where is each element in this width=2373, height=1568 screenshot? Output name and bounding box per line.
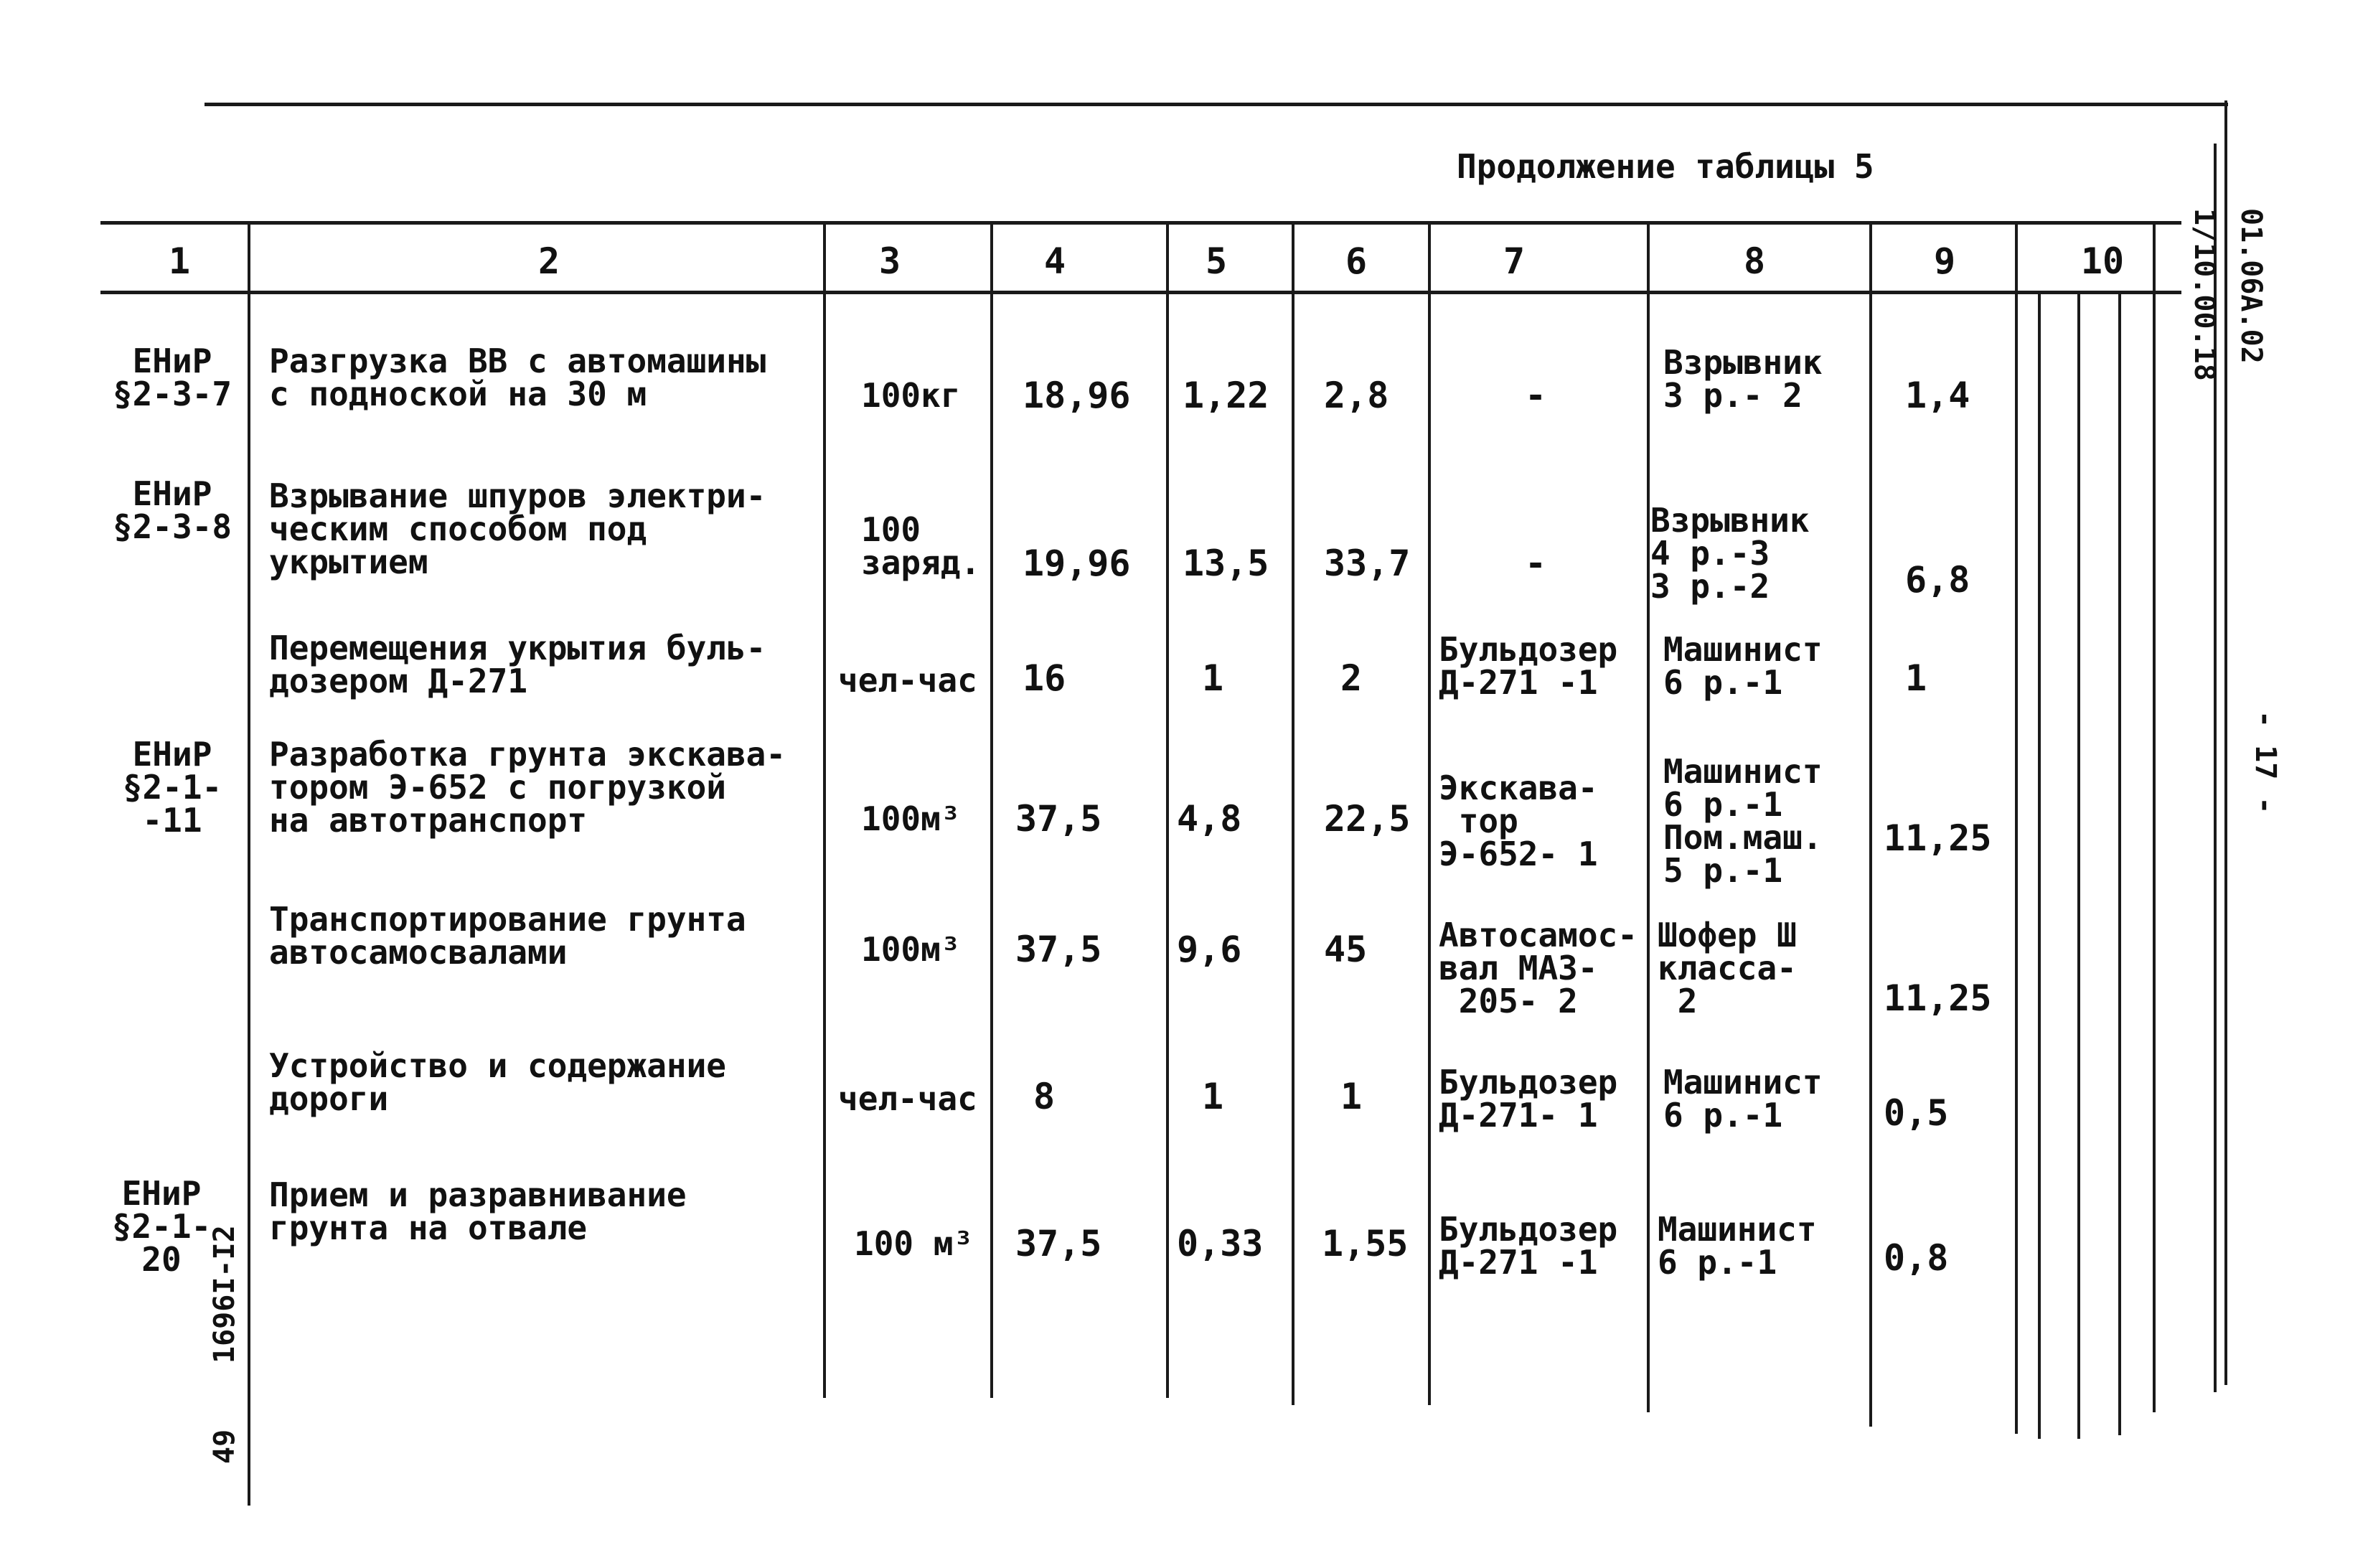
col-sep-13 (2153, 221, 2156, 1412)
page-mark: - 17 - (2249, 710, 2282, 814)
document-code-right-2: 1/10.00.18 (2188, 208, 2221, 381)
row5-col4: 37,5 (1015, 929, 1102, 970)
row7-col4: 37,5 (1015, 1223, 1102, 1264)
row1-col6: 2,8 (1324, 375, 1389, 416)
col-sep-11 (2077, 291, 2080, 1439)
col-sep-15 (2224, 100, 2227, 1385)
row7-col6: 1,55 (1322, 1223, 1409, 1264)
row2-code: ЕНиР §2-3-8 (112, 474, 232, 546)
row2-col6: 33,7 (1324, 543, 1411, 584)
col-number-8: 8 (1743, 240, 1766, 282)
row3-col6: 2 (1340, 657, 1363, 699)
row5-unit: 100м³ (861, 930, 961, 969)
row5-col9: 11,25 (1884, 977, 1992, 1019)
row3-col5: 1 (1202, 657, 1224, 699)
col-number-9: 9 (1933, 240, 1956, 282)
side-mark-left: 1696I-I2 (208, 1225, 241, 1363)
row7-workers: Машинист 6 р.-1 (1658, 1210, 1817, 1282)
row4-machine: Экскава- тор Э-652- 1 (1439, 769, 1598, 873)
row2-work: Взрывание шпуров электри- ческим способом под укрытием (269, 476, 766, 581)
row5-col6: 45 (1324, 929, 1368, 970)
row5-machine: Автосамос- вал МАЗ- 205- 2 (1439, 916, 1637, 1020)
col-number-5: 5 (1205, 240, 1228, 282)
row1-workers: Взрывник 3 р.- 2 (1663, 343, 1823, 415)
side-mark-left-2: 49 (208, 1429, 241, 1464)
row4-work: Разработка грунта экскава- тором Э-652 с погрузкой на автотранспорт (269, 735, 786, 840)
row6-col9: 0,5 (1884, 1092, 1949, 1134)
document-code-right: 01.06А.02 (2235, 208, 2268, 364)
row6-col4: 8 (1033, 1076, 1056, 1117)
row4-code: ЕНиР §2-1- -11 (122, 735, 222, 840)
row1-machine: - (1525, 375, 1547, 416)
row1-unit: 100кг (861, 376, 961, 415)
row3-machine: Бульдозер Д-271 -1 (1439, 630, 1618, 702)
col-sep-7 (1647, 221, 1650, 1412)
col-sep-10 (2038, 291, 2041, 1439)
row4-col4: 37,5 (1015, 798, 1102, 840)
row1-col9: 1,4 (1905, 375, 1970, 416)
col-sep-6 (1428, 221, 1431, 1405)
col-sep-4 (1166, 221, 1169, 1398)
row7-machine: Бульдозер Д-271 -1 (1439, 1210, 1618, 1282)
col-number-3: 3 (878, 240, 901, 282)
row6-work: Устройство и содержание дороги (269, 1046, 726, 1118)
row4-workers: Машинист 6 р.-1 Пом.маш. 5 р.-1 (1663, 752, 1823, 890)
col-sep-5 (1292, 221, 1294, 1405)
row6-machine: Бульдозер Д-271- 1 (1439, 1063, 1618, 1135)
row4-col6: 22,5 (1324, 798, 1411, 840)
row2-workers: Взрывник 4 р.-3 3 р.-2 (1650, 501, 1810, 606)
row7-col5: 0,33 (1177, 1223, 1264, 1264)
row2-col4: 19,96 (1023, 543, 1131, 584)
col-sep-2 (823, 221, 826, 1398)
col-sep-9 (2015, 221, 2018, 1434)
row4-col5: 4,8 (1177, 798, 1242, 840)
row3-workers: Машинист 6 р.-1 (1663, 630, 1823, 702)
row7-col9: 0,8 (1884, 1237, 1949, 1279)
row3-col4: 16 (1023, 657, 1066, 699)
row6-workers: Машинист 6 р.-1 (1663, 1063, 1823, 1135)
col-sep-1 (248, 221, 250, 1506)
row5-workers: Шофер Ш класса- 2 (1658, 916, 1797, 1020)
row2-col5: 13,5 (1183, 543, 1269, 584)
row1-col4: 18,96 (1023, 375, 1131, 416)
col-number-1: 1 (168, 240, 191, 282)
col-number-6: 6 (1345, 240, 1368, 282)
col-number-7: 7 (1503, 240, 1526, 282)
row6-col6: 1 (1340, 1076, 1363, 1117)
row1-work: Разгрузка ВВ с автомашины с подноской на 30 м (269, 342, 766, 413)
row1-col5: 1,22 (1183, 375, 1269, 416)
row7-work: Прием и разравнивание грунта на отвале (269, 1175, 687, 1247)
row7-code: ЕНиР §2-1- 20 (111, 1174, 212, 1279)
col-number-10: 10 (2080, 240, 2125, 282)
col-number-2: 2 (537, 240, 560, 282)
row3-col9: 1 (1905, 657, 1927, 699)
col-number-4: 4 (1043, 240, 1066, 282)
row4-unit: 100м³ (861, 799, 961, 838)
row7-unit: 100 м³ (854, 1224, 974, 1263)
row4-col9: 11,25 (1884, 817, 1992, 859)
row2-machine: - (1525, 543, 1547, 584)
row2-unit: 100 заряд. (861, 510, 981, 582)
row6-col5: 1 (1202, 1076, 1224, 1117)
table-caption: Продолжение таблицы 5 (1457, 147, 1874, 186)
col-sep-8 (1869, 221, 1872, 1427)
row6-unit: чел-час (838, 1079, 977, 1118)
row2-col9: 6,8 (1905, 559, 1970, 601)
col-sep-3 (990, 221, 993, 1398)
top-rule (205, 103, 2228, 106)
row5-col5: 9,6 (1177, 929, 1242, 970)
row5-work: Транспортирование грунта автосамосвалами (269, 900, 746, 972)
col-sep-12 (2118, 291, 2121, 1435)
row3-work: Перемещения укрытия буль- дозером Д-271 (269, 629, 766, 700)
row3-unit: чел-час (838, 661, 977, 700)
row1-code: ЕНиР §2-3-7 (112, 342, 232, 413)
